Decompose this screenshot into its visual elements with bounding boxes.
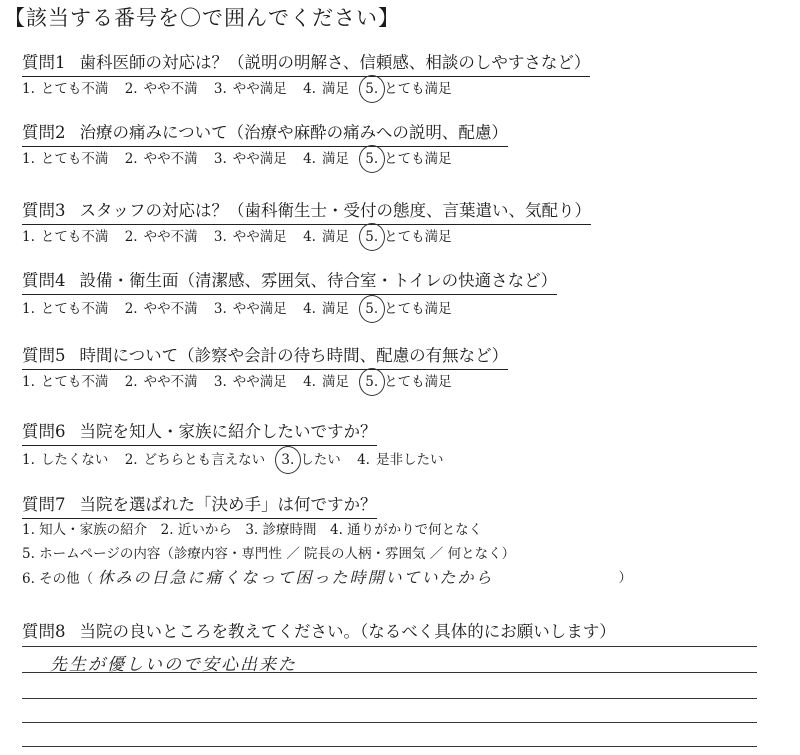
option-number: 5. [365, 301, 379, 317]
option-label: とても不満 [40, 301, 109, 317]
question-title [22, 345, 508, 370]
option-1[interactable] [22, 80, 108, 98]
option-label: とても満足 [384, 151, 452, 167]
question-title [22, 494, 377, 519]
option-number: 2. [124, 81, 138, 97]
answer-line [22, 746, 757, 747]
option-list [22, 451, 455, 469]
option-1[interactable] [22, 150, 108, 168]
handwritten-answer: 先生が優しいので安心出来た [50, 655, 297, 675]
option-list [22, 150, 464, 168]
answer-line [22, 646, 757, 647]
option-label: やや満足 [232, 81, 287, 97]
option-label: 満足 [321, 229, 349, 245]
option-4[interactable] [303, 150, 349, 168]
option-label: とても満足 [384, 229, 452, 245]
option-label: とても不満 [40, 374, 109, 390]
option-number: 1. [22, 229, 35, 245]
option-1[interactable] [22, 228, 108, 246]
question-title [22, 122, 508, 147]
option-number: 3. [213, 374, 227, 390]
option-list [22, 300, 464, 318]
option-3[interactable] [214, 300, 287, 318]
option-5-selected[interactable] [365, 150, 451, 168]
option-3[interactable] [214, 150, 287, 168]
question-text: 設備・衛生面（清潔感、雰囲気、待合室・トイレの快適さなど） [79, 271, 558, 290]
option-number: 4. [303, 301, 316, 317]
option-number: 3. [213, 301, 227, 317]
option-number: 2. [124, 229, 138, 245]
option-number: 5. [365, 374, 379, 390]
option-label: 満足 [321, 151, 349, 167]
option-label: やや満足 [232, 301, 287, 317]
option-1[interactable] [22, 451, 108, 469]
option-number: 4. [357, 452, 370, 468]
option-label: やや不満 [143, 151, 198, 167]
option-number: 1. [22, 81, 35, 97]
question-title [22, 621, 616, 645]
option-2[interactable] [125, 150, 198, 168]
question-text: 歯科医師の対応は？（説明の明解さ、信頼感、相談のしやすさなど） [79, 53, 591, 72]
other-label: 6. その他（ [22, 571, 94, 587]
option-5-selected[interactable] [365, 80, 451, 98]
option-label: したくない [40, 452, 109, 468]
option-number: 3. [213, 81, 227, 97]
option-number: 5. [365, 151, 379, 167]
option-label: とても不満 [40, 151, 109, 167]
question-number: 質問2 [22, 123, 66, 142]
option-3-selected[interactable] [281, 451, 340, 469]
option-number: 5. [365, 229, 379, 245]
option-label: どちらとも言えない [143, 452, 266, 468]
option-4[interactable] [303, 373, 349, 391]
option-label: とても不満 [40, 81, 109, 97]
option-label: 満足 [321, 301, 349, 317]
option-4[interactable] [303, 228, 349, 246]
question-text: 当院を知人・家族に紹介したいですか？ [79, 422, 377, 441]
option-number: 2. [124, 374, 138, 390]
option-label: とても満足 [384, 81, 452, 97]
question-text: 当院を選ばれた「決め手」は何ですか？ [79, 495, 377, 514]
option-label: 是非したい [375, 452, 444, 468]
option-list [22, 80, 464, 98]
option-4[interactable] [303, 300, 349, 318]
option-label: とても不満 [40, 229, 109, 245]
option-number: 4. [303, 374, 316, 390]
question-number: 質問5 [22, 346, 66, 365]
option-number: 3. [213, 229, 227, 245]
option-label: やや不満 [143, 229, 198, 245]
option-number: 3. [281, 452, 295, 468]
option-number: 5. [365, 81, 379, 97]
option-number: 2. [124, 452, 138, 468]
answer-line [22, 698, 757, 699]
question-text: 時間について（診察や会計の待ち時間、配慮の有無など） [79, 346, 509, 365]
option-number: 4. [303, 81, 316, 97]
option-2[interactable] [125, 300, 198, 318]
option-number: 2. [124, 301, 138, 317]
question-number: 質問1 [22, 53, 66, 72]
option-2[interactable] [125, 373, 198, 391]
option-label: 満足 [321, 374, 349, 390]
q7-options-line-1[interactable]: 1. 知人・家族の紹介 2. 近いから 3. 診療時間 4. 通りがかりで何となく [22, 522, 483, 538]
option-label: やや不満 [143, 81, 198, 97]
option-number: 2. [124, 151, 138, 167]
answer-line [22, 672, 757, 673]
option-list [22, 228, 464, 246]
question-number: 質問8 [22, 622, 66, 641]
handwritten-other-answer: 休みの日急に痛くなって困った時開いていたから [97, 568, 494, 587]
option-number: 4. [303, 151, 316, 167]
question-title [22, 421, 377, 446]
question-text: 当院の良いところを教えてください。（なるべく具体的にお願いします） [79, 622, 616, 641]
option-number: 1. [22, 151, 35, 167]
answer-line [22, 722, 757, 723]
question-number: 質問4 [22, 271, 66, 290]
option-5-selected[interactable] [365, 228, 451, 246]
other-close-paren: ） [618, 570, 632, 586]
option-1[interactable] [22, 373, 108, 391]
option-2[interactable] [125, 80, 198, 98]
option-3[interactable] [214, 373, 287, 391]
q7-other-line [22, 569, 632, 588]
option-2[interactable] [125, 451, 265, 469]
option-number: 4. [303, 229, 316, 245]
question-title [22, 52, 590, 77]
option-label: とても満足 [384, 301, 452, 317]
question-number: 質問6 [22, 422, 66, 441]
question-number: 質問7 [22, 495, 66, 514]
option-list [22, 373, 464, 391]
option-label: とても満足 [384, 374, 452, 390]
option-1[interactable] [22, 300, 108, 318]
question-number: 質問3 [22, 201, 66, 220]
option-number: 1. [22, 301, 35, 317]
form-header: 【該当する番号を〇で囲んでください】 [4, 6, 400, 30]
question-text: 治療の痛みについて（治療や麻酔の痛みへの説明、配慮） [79, 123, 508, 142]
option-number: 1. [22, 374, 35, 390]
question-title [22, 200, 591, 225]
option-label: したい [300, 452, 341, 468]
option-3[interactable] [214, 228, 287, 246]
option-label: やや不満 [143, 301, 198, 317]
option-4[interactable] [303, 80, 349, 98]
option-label: やや満足 [232, 151, 287, 167]
option-label: やや満足 [232, 229, 287, 245]
option-5-selected[interactable] [365, 300, 451, 318]
question-title [22, 270, 557, 295]
option-label: 満足 [321, 81, 349, 97]
option-2[interactable] [125, 228, 198, 246]
option-label: やや不満 [143, 374, 198, 390]
question-text: スタッフの対応は？（歯科衛生士・受付の態度、言葉遣い、気配り） [79, 201, 591, 220]
option-label: やや満足 [232, 374, 287, 390]
option-number: 3. [213, 151, 227, 167]
option-4[interactable] [357, 451, 443, 469]
option-number: 1. [22, 452, 35, 468]
option-5-selected[interactable] [365, 373, 451, 391]
option-3[interactable] [214, 80, 287, 98]
q7-options-line-2[interactable]: 5. ホームページの内容（診療内容・専門性 ／ 院長の人柄・雰囲気 ／ 何となく） [22, 546, 516, 562]
